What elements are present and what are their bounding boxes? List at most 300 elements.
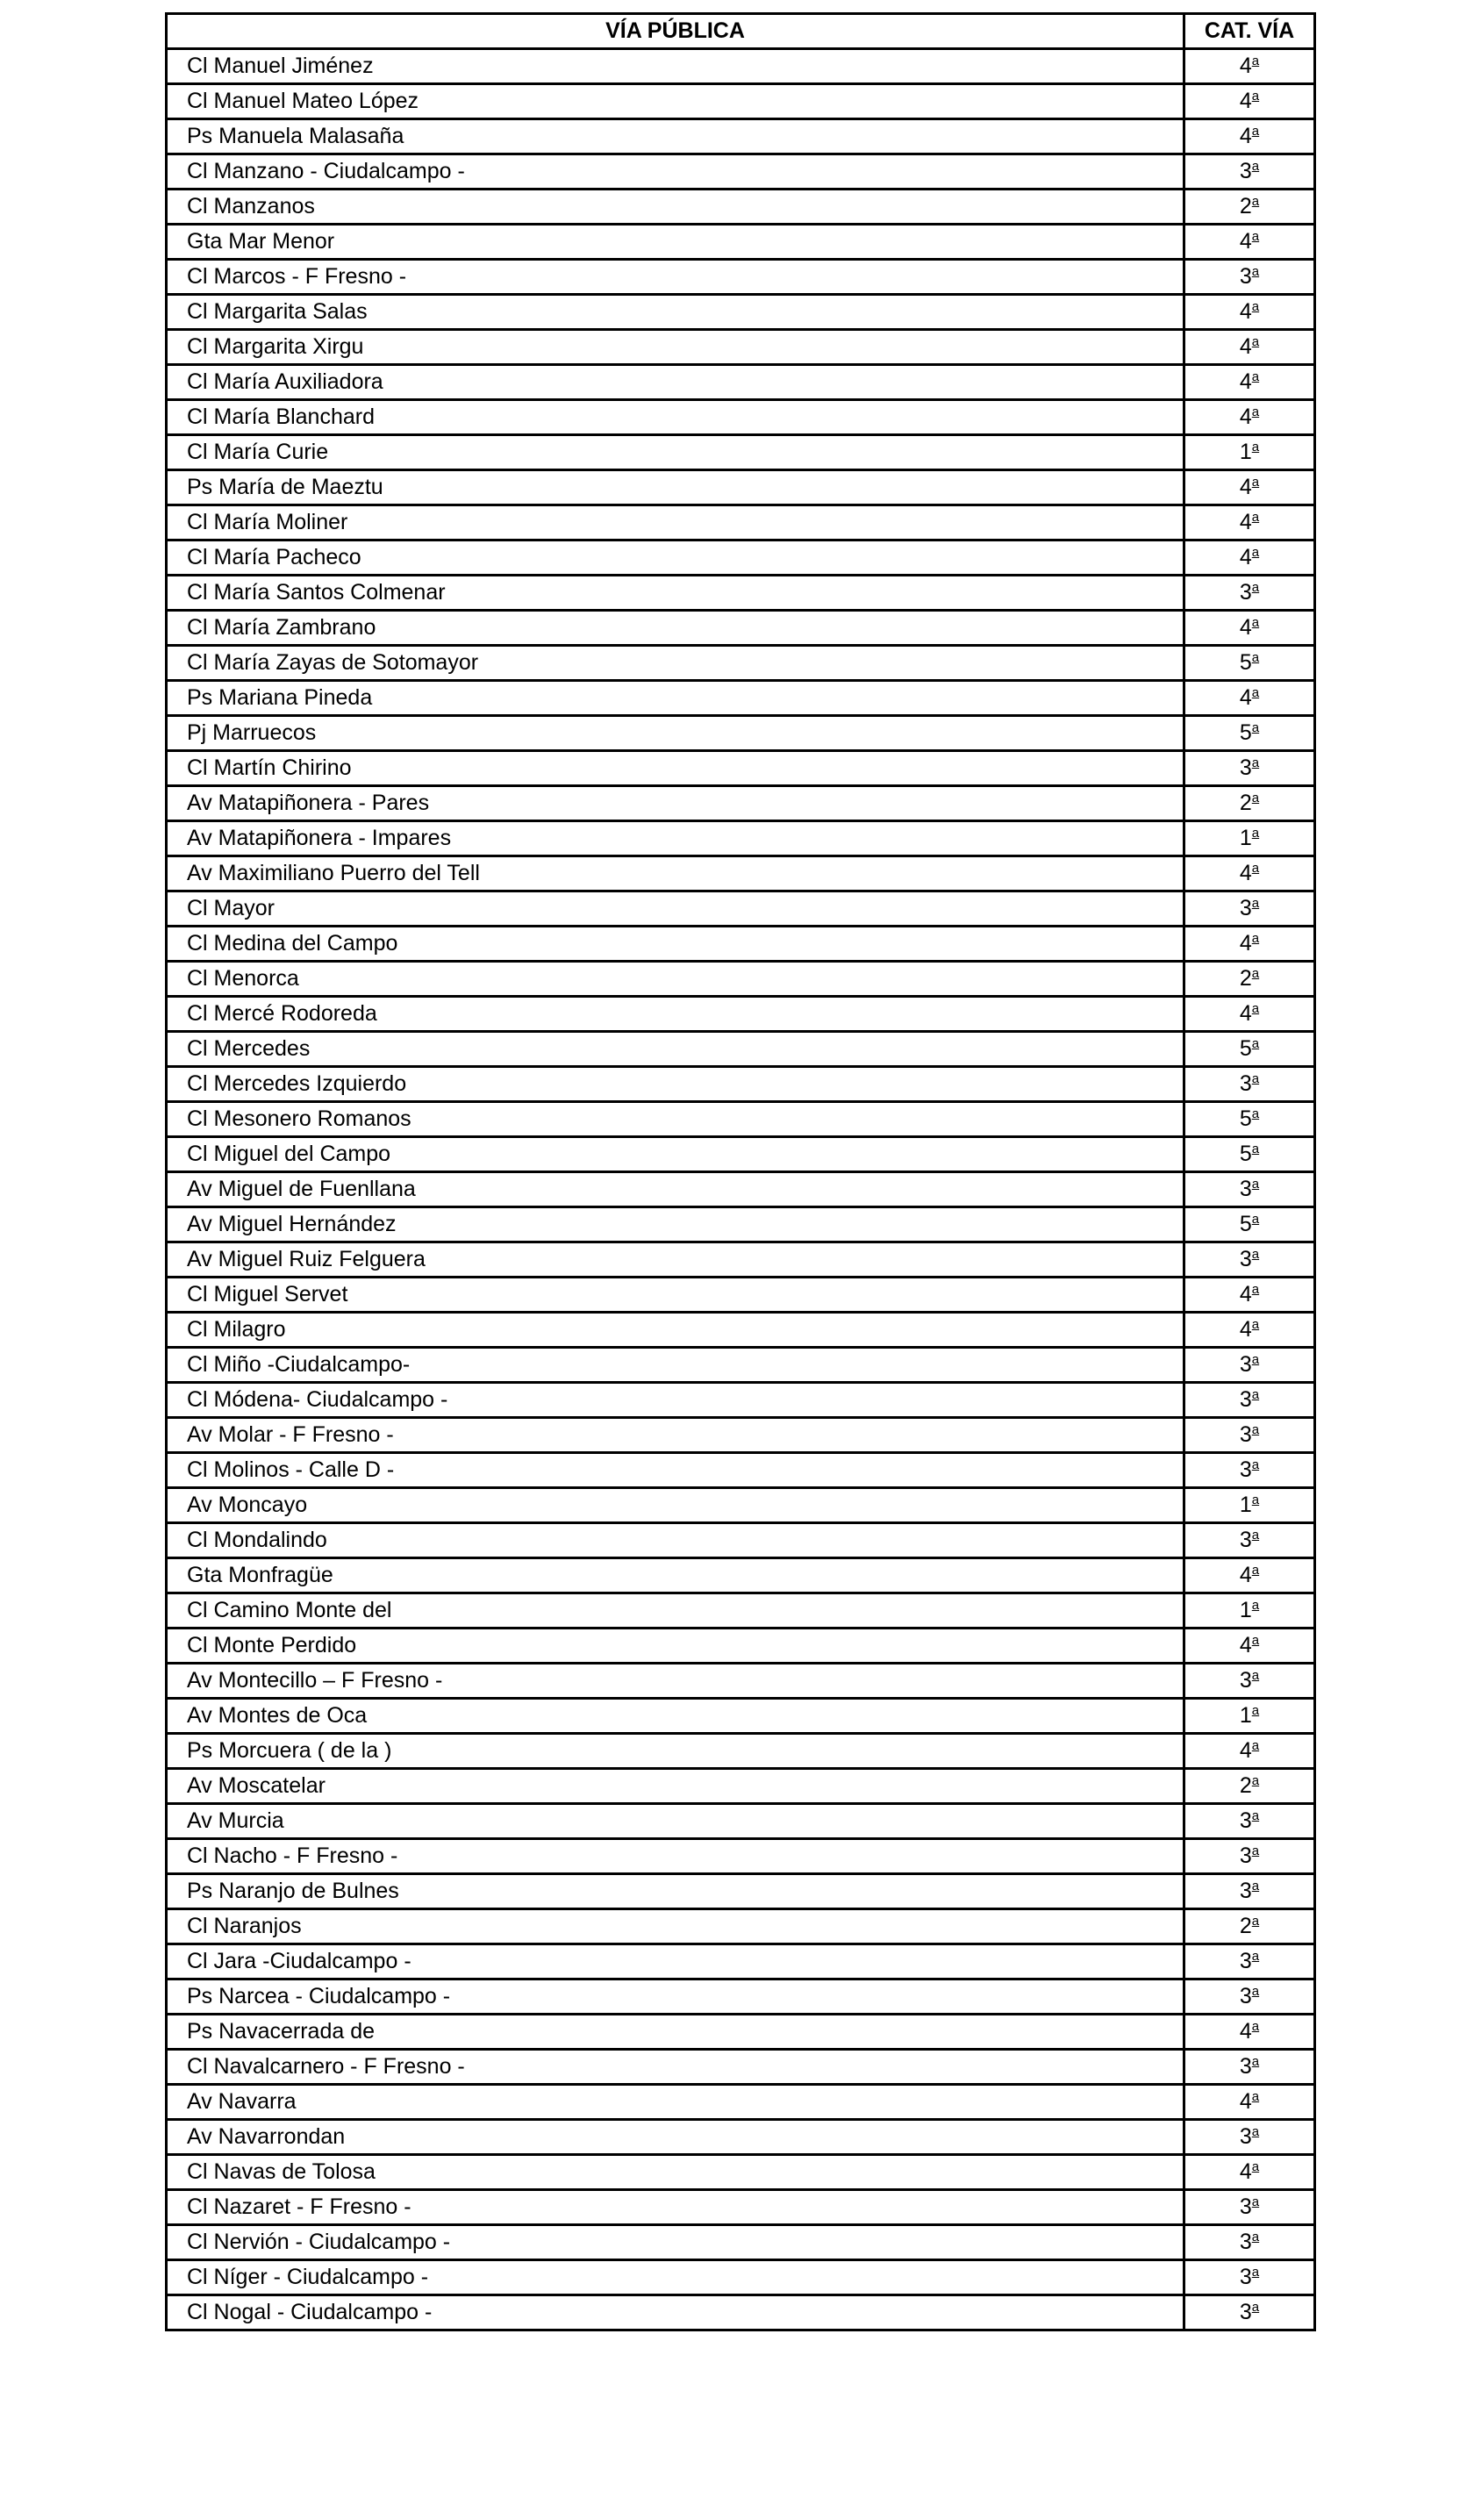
street-category [1184, 2015, 1315, 2050]
ordinal-suffix: a [1251, 1563, 1260, 1578]
category-number: 3 [1239, 1528, 1252, 1552]
category-number: 4 [1239, 404, 1252, 429]
ordinal-suffix: a [1251, 2194, 1260, 2209]
ordinal-suffix: a [1251, 1914, 1260, 1929]
table-row [167, 84, 1315, 119]
table-row [167, 681, 1315, 716]
table-row [167, 190, 1315, 225]
category-number: 3 [1239, 2124, 1252, 2149]
ordinal-suffix: a [1251, 1598, 1260, 1613]
street-category [1184, 1137, 1315, 1172]
category-number: 4 [1239, 2019, 1252, 2044]
category-number: 5 [1239, 720, 1252, 745]
street-name: Cl Miguel Servet [167, 1278, 1184, 1313]
street-name: Cl Manuel Mateo López [167, 84, 1184, 119]
ordinal-suffix: a [1251, 1142, 1260, 1156]
street-category [1184, 786, 1315, 821]
category-number: 4 [1239, 334, 1252, 359]
ordinal-suffix: a [1251, 1879, 1260, 1894]
street-category [1184, 1102, 1315, 1137]
street-name: Cl María Zambrano [167, 611, 1184, 646]
category-number: 4 [1239, 475, 1252, 499]
table-row [167, 821, 1315, 856]
street-category [1184, 2225, 1315, 2260]
category-number: 2 [1239, 791, 1252, 815]
street-category [1184, 821, 1315, 856]
category-number: 4 [1239, 124, 1252, 148]
street-category [1184, 1383, 1315, 1418]
street-category [1184, 716, 1315, 751]
street-name: Cl Marcos - F Fresno - [167, 260, 1184, 295]
ordinal-suffix: a [1251, 1457, 1260, 1472]
street-name: Cl Margarita Salas [167, 295, 1184, 330]
street-category [1184, 49, 1315, 84]
street-category [1184, 1207, 1315, 1242]
street-category [1184, 681, 1315, 716]
street-name: Cl Camino Monte del [167, 1593, 1184, 1629]
category-number: 4 [1239, 54, 1252, 78]
street-category-table [165, 12, 1316, 2331]
street-category [1184, 1769, 1315, 1804]
table-row [167, 786, 1315, 821]
street-name: Cl Menorca [167, 962, 1184, 997]
category-number: 5 [1239, 650, 1252, 675]
street-name: Cl María Auxiliadora [167, 365, 1184, 400]
street-name: Cl Nervión - Ciudalcampo - [167, 2225, 1184, 2260]
street-category [1184, 1593, 1315, 1629]
street-category [1184, 1944, 1315, 1979]
street-category [1184, 295, 1315, 330]
table-row [167, 1734, 1315, 1769]
table-row [167, 470, 1315, 505]
table-row [167, 576, 1315, 611]
ordinal-suffix: a [1251, 1422, 1260, 1437]
street-name: Cl Manzano - Ciudalcampo - [167, 154, 1184, 190]
category-number: 4 [1239, 1633, 1252, 1657]
category-number: 4 [1239, 89, 1252, 113]
category-number: 4 [1239, 685, 1252, 710]
street-name: Cl Níger - Ciudalcampo - [167, 2260, 1184, 2295]
street-name: Cl María Curie [167, 435, 1184, 470]
ordinal-suffix: a [1251, 1949, 1260, 1964]
ordinal-suffix: a [1251, 545, 1260, 560]
category-number: 5 [1239, 1142, 1252, 1166]
category-number: 4 [1239, 615, 1252, 640]
table-row [167, 891, 1315, 927]
street-category [1184, 1067, 1315, 1102]
category-number: 3 [1239, 1949, 1252, 1973]
street-category [1184, 1874, 1315, 1909]
street-name: Ps María de Maeztu [167, 470, 1184, 505]
table-row [167, 962, 1315, 997]
ordinal-suffix: a [1251, 685, 1260, 700]
table-row [167, 997, 1315, 1032]
table-row [167, 2225, 1315, 2260]
table-row [167, 1629, 1315, 1664]
ordinal-suffix: a [1251, 369, 1260, 384]
table-row [167, 1278, 1315, 1313]
table-row [167, 435, 1315, 470]
street-name: Cl Navalcarnero - F Fresno - [167, 2050, 1184, 2085]
table-row [167, 2190, 1315, 2225]
category-number: 2 [1239, 194, 1252, 218]
ordinal-suffix: a [1251, 1493, 1260, 1507]
category-number: 4 [1239, 1563, 1252, 1587]
ordinal-suffix: a [1251, 159, 1260, 174]
street-name: Cl María Pacheco [167, 541, 1184, 576]
street-category [1184, 646, 1315, 681]
street-category [1184, 190, 1315, 225]
street-name: Gta Mar Menor [167, 225, 1184, 260]
category-number: 3 [1239, 1984, 1252, 2008]
category-number: 3 [1239, 1177, 1252, 1201]
table-row [167, 154, 1315, 190]
category-number: 5 [1239, 1036, 1252, 1061]
ordinal-suffix: a [1251, 1036, 1260, 1051]
street-category [1184, 1909, 1315, 1944]
category-number: 4 [1239, 1738, 1252, 1763]
ordinal-suffix: a [1251, 2230, 1260, 2244]
ordinal-suffix: a [1251, 1212, 1260, 1227]
street-category [1184, 1523, 1315, 1558]
ordinal-suffix: a [1251, 2054, 1260, 2069]
street-category [1184, 1699, 1315, 1734]
ordinal-suffix: a [1251, 334, 1260, 349]
street-category [1184, 576, 1315, 611]
street-category [1184, 2155, 1315, 2190]
ordinal-suffix: a [1251, 615, 1260, 630]
street-category [1184, 2260, 1315, 2295]
ordinal-suffix: a [1251, 229, 1260, 244]
street-category [1184, 1979, 1315, 2015]
street-name: Cl Monte Perdido [167, 1629, 1184, 1664]
category-number: 2 [1239, 966, 1252, 991]
table-row [167, 365, 1315, 400]
table-row [167, 295, 1315, 330]
header-via-publica: VÍA PÚBLICA [167, 14, 1184, 49]
street-name: Cl Mercé Rodoreda [167, 997, 1184, 1032]
ordinal-suffix: a [1251, 1633, 1260, 1648]
category-number: 3 [1239, 1422, 1252, 1447]
category-number: 1 [1239, 1598, 1252, 1622]
table-row [167, 1979, 1315, 2015]
street-name: Cl Navas de Tolosa [167, 2155, 1184, 2190]
ordinal-suffix: a [1251, 1843, 1260, 1858]
table-row [167, 927, 1315, 962]
table-row [167, 1172, 1315, 1207]
ordinal-suffix: a [1251, 1247, 1260, 1262]
table-row [167, 505, 1315, 541]
category-number: 3 [1239, 1879, 1252, 1903]
street-name: Cl Mercedes Izquierdo [167, 1067, 1184, 1102]
street-name: Av Navarrondan [167, 2120, 1184, 2155]
table-row [167, 1488, 1315, 1523]
ordinal-suffix: a [1251, 1071, 1260, 1086]
ordinal-suffix: a [1251, 299, 1260, 314]
street-category [1184, 1313, 1315, 1348]
table-row [167, 1383, 1315, 1418]
street-name: Cl Nogal - Ciudalcampo - [167, 2295, 1184, 2330]
table-row [167, 611, 1315, 646]
ordinal-suffix: a [1251, 1808, 1260, 1823]
ordinal-suffix: a [1251, 404, 1260, 419]
street-name: Cl Naranjos [167, 1909, 1184, 1944]
table-row [167, 119, 1315, 154]
ordinal-suffix: a [1251, 1001, 1260, 1016]
street-category [1184, 1032, 1315, 1067]
street-name: Cl Nazaret - F Fresno - [167, 2190, 1184, 2225]
table-row [167, 751, 1315, 786]
ordinal-suffix: a [1251, 475, 1260, 490]
street-category [1184, 2295, 1315, 2330]
table-header-row [167, 14, 1315, 49]
category-number: 4 [1239, 510, 1252, 534]
category-number: 3 [1239, 1071, 1252, 1096]
category-number: 4 [1239, 545, 1252, 569]
table-row [167, 1769, 1315, 1804]
street-name: Av Navarra [167, 2085, 1184, 2120]
category-number: 1 [1239, 440, 1252, 464]
table-row [167, 330, 1315, 365]
table-row [167, 1453, 1315, 1488]
street-name: Cl Mayor [167, 891, 1184, 927]
street-name: Av Miguel Ruiz Felguera [167, 1242, 1184, 1278]
street-name: Cl Módena- Ciudalcampo - [167, 1383, 1184, 1418]
table-row [167, 1032, 1315, 1067]
street-name: Cl Medina del Campo [167, 927, 1184, 962]
table-row [167, 1418, 1315, 1453]
ordinal-suffix: a [1251, 1738, 1260, 1753]
street-name: Cl Miguel del Campo [167, 1137, 1184, 1172]
street-category [1184, 1348, 1315, 1383]
street-name: Cl María Blanchard [167, 400, 1184, 435]
ordinal-suffix: a [1251, 1177, 1260, 1192]
ordinal-suffix: a [1251, 1106, 1260, 1121]
table-row [167, 1874, 1315, 1909]
street-name: Av Murcia [167, 1804, 1184, 1839]
street-category [1184, 330, 1315, 365]
street-category [1184, 225, 1315, 260]
street-name: Ps Navacerrada de [167, 2015, 1184, 2050]
street-category [1184, 1278, 1315, 1313]
category-number: 4 [1239, 1282, 1252, 1307]
category-number: 3 [1239, 1457, 1252, 1482]
table-row [167, 1664, 1315, 1699]
table-row [167, 1067, 1315, 1102]
street-name: Cl Mondalindo [167, 1523, 1184, 1558]
table-row [167, 1102, 1315, 1137]
street-category [1184, 400, 1315, 435]
category-number: 4 [1239, 861, 1252, 885]
ordinal-suffix: a [1251, 931, 1260, 946]
ordinal-suffix: a [1251, 2124, 1260, 2139]
table-row [167, 1313, 1315, 1348]
street-category [1184, 2050, 1315, 2085]
category-number: 3 [1239, 1247, 1252, 1271]
header-cat-via: CAT. VÍA [1184, 14, 1315, 49]
category-number: 4 [1239, 299, 1252, 324]
street-category [1184, 365, 1315, 400]
table-row [167, 2295, 1315, 2330]
ordinal-suffix: a [1251, 2089, 1260, 2104]
street-category [1184, 470, 1315, 505]
table-row [167, 2155, 1315, 2190]
street-category [1184, 962, 1315, 997]
table-row [167, 1699, 1315, 1734]
street-name: Av Montecillo – F Fresno - [167, 1664, 1184, 1699]
street-category [1184, 927, 1315, 962]
ordinal-suffix: a [1251, 1352, 1260, 1367]
table-row [167, 2260, 1315, 2295]
street-category [1184, 260, 1315, 295]
table-row [167, 225, 1315, 260]
table-row [167, 2120, 1315, 2155]
street-category [1184, 1804, 1315, 1839]
category-number: 3 [1239, 1808, 1252, 1833]
street-name: Av Matapiñonera - Pares [167, 786, 1184, 821]
table-row [167, 2015, 1315, 2050]
category-number: 4 [1239, 1001, 1252, 1026]
street-category [1184, 751, 1315, 786]
category-number: 3 [1239, 159, 1252, 183]
category-number: 3 [1239, 896, 1252, 920]
street-name: Av Montes de Oca [167, 1699, 1184, 1734]
street-category [1184, 119, 1315, 154]
street-name: Cl Martín Chirino [167, 751, 1184, 786]
table-row [167, 1944, 1315, 1979]
street-category [1184, 1629, 1315, 1664]
street-category [1184, 856, 1315, 891]
street-category [1184, 154, 1315, 190]
category-number: 3 [1239, 1843, 1252, 1868]
street-category [1184, 505, 1315, 541]
table-row [167, 49, 1315, 84]
street-name: Cl María Zayas de Sotomayor [167, 646, 1184, 681]
category-number: 3 [1239, 755, 1252, 780]
table-row [167, 1558, 1315, 1593]
table-row [167, 1593, 1315, 1629]
street-category [1184, 2085, 1315, 2120]
table-row [167, 2085, 1315, 2120]
street-name: Ps Morcuera ( de la ) [167, 1734, 1184, 1769]
street-category [1184, 435, 1315, 470]
street-name: Av Matapiñonera - Impares [167, 821, 1184, 856]
street-category [1184, 541, 1315, 576]
street-name: Ps Manuela Malasaña [167, 119, 1184, 154]
street-category [1184, 611, 1315, 646]
ordinal-suffix: a [1251, 896, 1260, 911]
ordinal-suffix: a [1251, 1387, 1260, 1402]
category-number: 3 [1239, 2265, 1252, 2289]
ordinal-suffix: a [1251, 1703, 1260, 1718]
category-number: 3 [1239, 2230, 1252, 2254]
street-name: Gta Monfragüe [167, 1558, 1184, 1593]
ordinal-suffix: a [1251, 510, 1260, 525]
ordinal-suffix: a [1251, 755, 1260, 770]
table-row [167, 541, 1315, 576]
category-number: 5 [1239, 1212, 1252, 1236]
street-name: Cl María Moliner [167, 505, 1184, 541]
ordinal-suffix: a [1251, 124, 1260, 139]
ordinal-suffix: a [1251, 966, 1260, 981]
ordinal-suffix: a [1251, 1282, 1260, 1297]
street-category [1184, 2190, 1315, 2225]
table-row [167, 1523, 1315, 1558]
street-category [1184, 1488, 1315, 1523]
ordinal-suffix: a [1251, 89, 1260, 104]
ordinal-suffix: a [1251, 264, 1260, 279]
category-number: 3 [1239, 1668, 1252, 1693]
table-row [167, 1242, 1315, 1278]
ordinal-suffix: a [1251, 1984, 1260, 1999]
street-name: Cl Margarita Xirgu [167, 330, 1184, 365]
street-name: Cl Milagro [167, 1313, 1184, 1348]
street-name: Cl Manuel Jiménez [167, 49, 1184, 84]
street-category [1184, 1558, 1315, 1593]
table-row [167, 646, 1315, 681]
street-name: Cl Miño -Ciudalcampo- [167, 1348, 1184, 1383]
category-number: 4 [1239, 1317, 1252, 1342]
table-row [167, 1207, 1315, 1242]
ordinal-suffix: a [1251, 2265, 1260, 2280]
street-name: Ps Narcea - Ciudalcampo - [167, 1979, 1184, 2015]
category-number: 4 [1239, 369, 1252, 394]
category-number: 3 [1239, 264, 1252, 289]
street-category [1184, 1839, 1315, 1874]
street-name: Cl Nacho - F Fresno - [167, 1839, 1184, 1874]
category-number: 5 [1239, 1106, 1252, 1131]
table-row [167, 400, 1315, 435]
ordinal-suffix: a [1251, 194, 1260, 209]
category-number: 3 [1239, 2300, 1252, 2324]
table-row [167, 716, 1315, 751]
street-category [1184, 891, 1315, 927]
street-category [1184, 1242, 1315, 1278]
street-name: Av Miguel de Fuenllana [167, 1172, 1184, 1207]
ordinal-suffix: a [1251, 440, 1260, 455]
street-category [1184, 1453, 1315, 1488]
category-number: 1 [1239, 1703, 1252, 1728]
street-name: Cl Jara -Ciudalcampo - [167, 1944, 1184, 1979]
ordinal-suffix: a [1251, 2159, 1260, 2174]
street-name: Cl Mesonero Romanos [167, 1102, 1184, 1137]
street-name: Ps Mariana Pineda [167, 681, 1184, 716]
category-number: 3 [1239, 580, 1252, 605]
street-name: Av Moscatelar [167, 1769, 1184, 1804]
table-row [167, 2050, 1315, 2085]
street-name: Ps Naranjo de Bulnes [167, 1874, 1184, 1909]
street-name: Cl Mercedes [167, 1032, 1184, 1067]
street-category [1184, 2120, 1315, 2155]
ordinal-suffix: a [1251, 1317, 1260, 1332]
table-row [167, 1839, 1315, 1874]
ordinal-suffix: a [1251, 861, 1260, 876]
ordinal-suffix: a [1251, 2019, 1260, 2034]
street-name: Av Miguel Hernández [167, 1207, 1184, 1242]
table-row [167, 1348, 1315, 1383]
table-row [167, 260, 1315, 295]
street-category [1184, 1664, 1315, 1699]
street-category [1184, 997, 1315, 1032]
street-name: Av Molar - F Fresno - [167, 1418, 1184, 1453]
ordinal-suffix: a [1251, 1528, 1260, 1543]
street-name: Cl Manzanos [167, 190, 1184, 225]
street-name: Pj Marruecos [167, 716, 1184, 751]
category-number: 4 [1239, 229, 1252, 254]
category-number: 4 [1239, 2159, 1252, 2184]
ordinal-suffix: a [1251, 650, 1260, 665]
table-row [167, 1137, 1315, 1172]
